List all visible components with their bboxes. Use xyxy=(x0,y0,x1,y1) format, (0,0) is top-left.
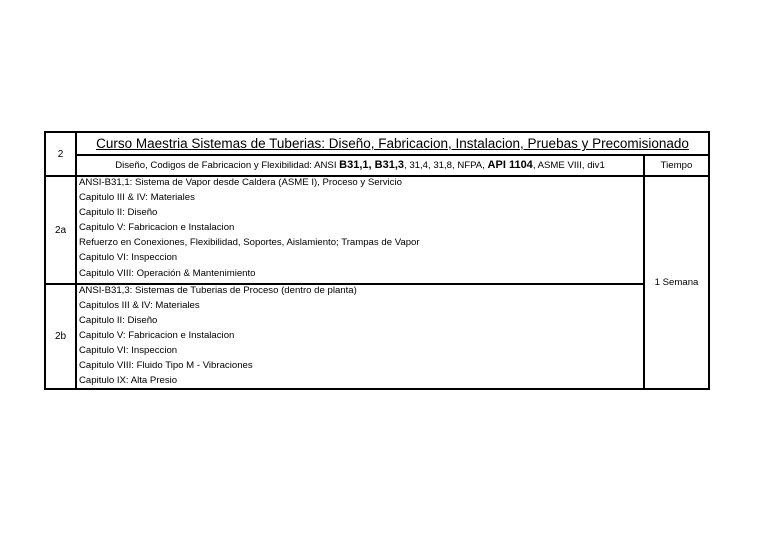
module-2b-line-2: Capitulos III & IV: Materiales xyxy=(79,300,200,311)
subtitle-text-2: , 31,4, 31,8, NFPA, xyxy=(404,160,488,171)
module-2a-line-5: Refuerzo en Conexiones, Flexibilidad, Soportes, Aislamiento; Trampas de Vapor xyxy=(79,237,420,248)
module-id-2a: 2a xyxy=(54,224,67,236)
module-2b-line-7: Capitulo IX: Alta Presio xyxy=(79,375,178,386)
module-2b-line-4: Capitulo V: Fabricacion e Instalacion xyxy=(79,330,235,341)
time-header: Tiempo xyxy=(660,160,693,171)
module-2a-line-4: Capitulo V: Fabricacion e Instalacion xyxy=(79,222,235,233)
module-2b-line-3: Capitulo II: Diseño xyxy=(79,315,158,326)
module-2b-line-5: Capitulo VI: Inspeccion xyxy=(79,345,178,356)
module-2a-line-7: Capitulo VIII: Operación & Mantenimiento xyxy=(79,268,256,279)
course-number: 2 xyxy=(57,148,64,160)
course-title: Curso Maestria Sistemas de Tuberias: Diseño, Fabricacion, Instalacion, Pruebas y Precomisionado xyxy=(96,136,689,151)
course-subtitle xyxy=(77,156,643,175)
subtitle-text-3: , ASME VIII, div1 xyxy=(532,160,605,171)
module-2a-line-1: ANSI-B31,1: Sistema de Vapor desde Caldera (ASME I), Proceso y Servicio xyxy=(79,177,402,188)
module-2a-line-6: Capitulo VI: Inspeccion xyxy=(79,252,178,263)
subtitle-bold-1: B31,1, B31,3 xyxy=(339,159,404,171)
module-2b-line-6: Capitulo VIII: Fluido Tipo M - Vibraciones xyxy=(79,360,253,371)
module-id-2b: 2b xyxy=(54,331,67,342)
module-2a-line-2: Capitulo III & IV: Materiales xyxy=(79,192,195,203)
module-2a-line-3: Capitulo II: Diseño xyxy=(79,207,158,218)
course-table xyxy=(44,131,710,390)
subtitle-text-1: Diseño, Codigos de Fabricacion y Flexibilidad: ANSI xyxy=(115,160,340,171)
subtitle-bold-2: API 1104 xyxy=(487,159,533,171)
time-value: 1 Semana xyxy=(654,277,699,288)
module-2b-line-1: ANSI-B31,3: Sistemas de Tuberias de Proceso (dentro de planta) xyxy=(79,285,357,296)
